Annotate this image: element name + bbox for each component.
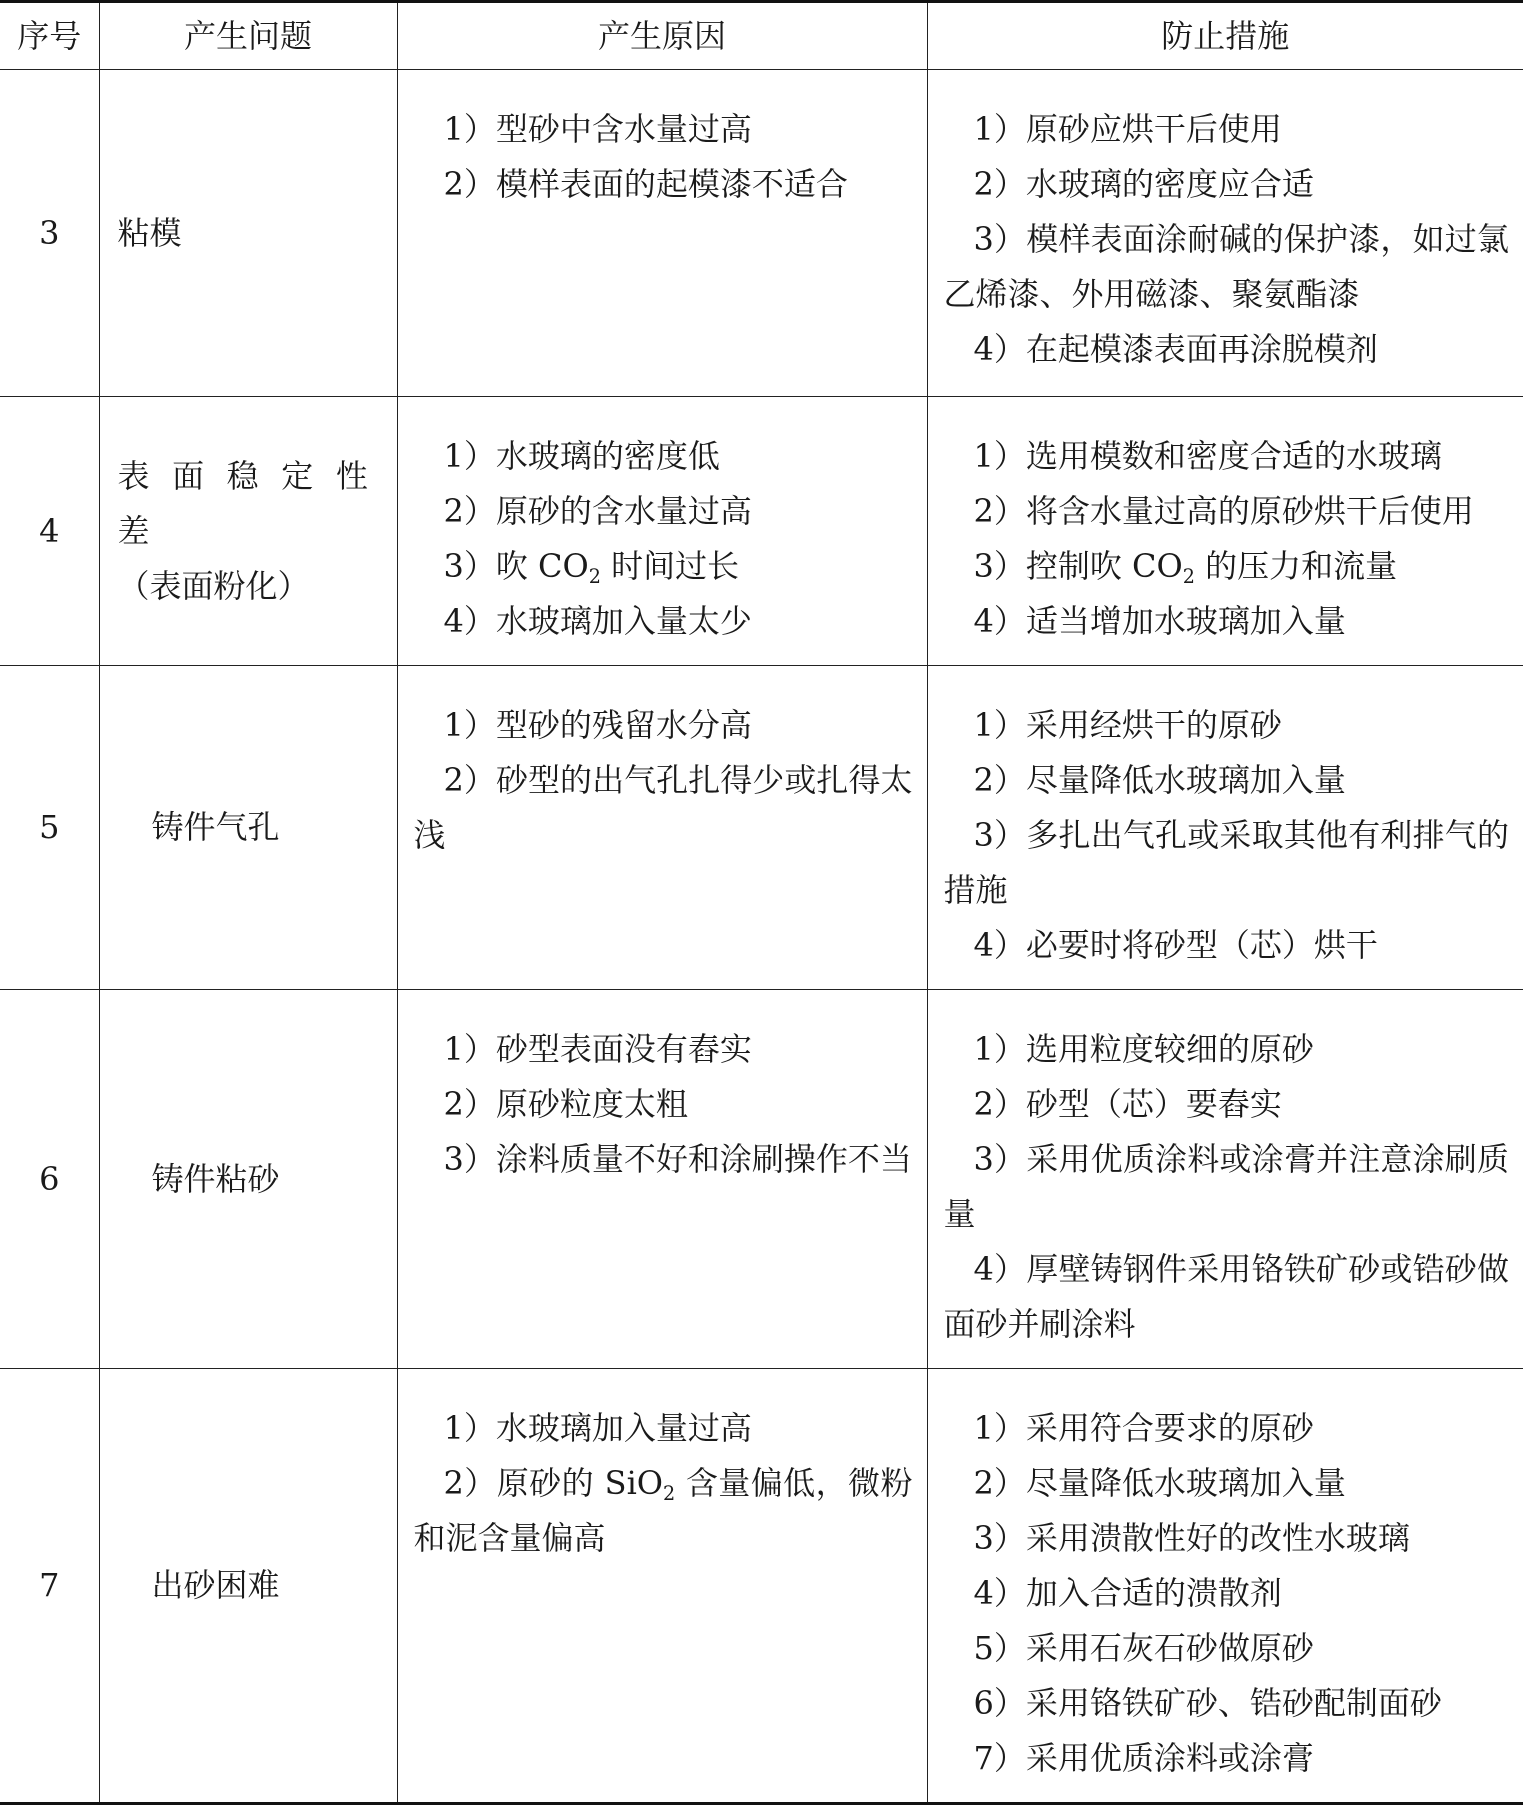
row-problem-line1: 表面稳定性差 xyxy=(117,456,385,550)
cause-item: 2）原砂粒度太粗 xyxy=(443,1085,688,1123)
table-row xyxy=(0,666,1523,990)
prevention-item: 5）采用石灰石砂做原砂 xyxy=(973,1629,1314,1667)
prevention-item: 4）适当增加水玻璃加入量 xyxy=(973,602,1346,640)
row-problem xyxy=(99,397,397,666)
header-index: 序号 xyxy=(0,2,99,70)
prevention-item: 3）模样表面涂耐碱的保护漆，如过氯乙烯漆、外用磁漆、聚氨酯漆 xyxy=(943,220,1509,313)
row-problem-line2: （表面粉化） xyxy=(117,566,310,605)
prevention-item: 2）将含水量过高的原砂烘干后使用 xyxy=(973,492,1474,530)
cause-item: 1）砂型表面没有舂实 xyxy=(443,1030,752,1068)
cause-item: 1）水玻璃的密度低 xyxy=(443,437,720,475)
row-problem: 出砂困难 xyxy=(99,1369,397,1804)
prevention-item: 1）选用粒度较细的原砂 xyxy=(973,1030,1314,1068)
cause-item: 2）模样表面的起模漆不适合 xyxy=(443,165,848,203)
row-problem: 铸件粘砂 xyxy=(99,990,397,1369)
row-preventions xyxy=(927,70,1523,397)
cause-item: 4）水玻璃加入量太少 xyxy=(443,602,752,640)
prevention-item: 1）原砂应烘干后使用 xyxy=(973,110,1282,148)
prevention-item: 3）采用优质涂料或涂膏并注意涂刷质量 xyxy=(943,1140,1509,1233)
prevention-item: 3）采用溃散性好的改性水玻璃 xyxy=(973,1519,1410,1557)
row-causes xyxy=(397,1369,927,1804)
prevention-item: 7）采用优质涂料或涂膏 xyxy=(973,1739,1314,1777)
cause-item: 2）砂型的出气孔扎得少或扎得太浅 xyxy=(413,761,913,854)
row-causes xyxy=(397,666,927,990)
row-problem: 粘模 xyxy=(99,70,397,397)
cause-item: 1）水玻璃加入量过高 xyxy=(443,1409,752,1447)
row-preventions xyxy=(927,397,1523,666)
prevention-item: 1）选用模数和密度合适的水玻璃 xyxy=(973,437,1442,475)
prevention-item: 2）尽量降低水玻璃加入量 xyxy=(973,1464,1346,1502)
header-problem: 产生问题 xyxy=(99,2,397,70)
prevention-item: 4）在起模漆表面再涂脱模剂 xyxy=(973,330,1378,368)
table-row xyxy=(0,70,1523,397)
prevention-item: 3）控制吹 $CO_2$ 的压力和流量 xyxy=(973,547,1398,588)
row-problem: 铸件气孔 xyxy=(99,666,397,990)
row-causes xyxy=(397,990,927,1369)
cause-item: 1）型砂中含水量过高 xyxy=(443,110,752,148)
prevention-item: 1）采用经烘干的原砂 xyxy=(973,706,1282,744)
cause-item: 3）涂料质量不好和涂刷操作不当 xyxy=(443,1140,912,1178)
cause-item: 2）原砂的含水量过高 xyxy=(443,492,752,530)
row-preventions xyxy=(927,666,1523,990)
prevention-item: 3）多扎出气孔或采取其他有利排气的措施 xyxy=(943,816,1509,909)
prevention-item: 4）加入合适的溃散剂 xyxy=(973,1574,1282,1612)
table-row xyxy=(0,990,1523,1369)
prevention-item: 2）砂型（芯）要舂实 xyxy=(973,1085,1282,1123)
cause-item: 2）原砂的 SiO$_2$ 含量偏低，微粉和泥含量偏高 xyxy=(413,1464,913,1557)
row-index: 7 xyxy=(0,1369,99,1804)
table-row xyxy=(0,1369,1523,1804)
header-prevention: 防止措施 xyxy=(927,2,1523,70)
row-preventions xyxy=(927,990,1523,1369)
header-cause: 产生原因 xyxy=(397,2,927,70)
cause-item: 3）吹 $CO_2$ 时间过长 xyxy=(443,547,740,588)
prevention-item: 4）必要时将砂型（芯）烘干 xyxy=(973,926,1378,964)
row-causes xyxy=(397,397,927,666)
prevention-item: 2）水玻璃的密度应合适 xyxy=(973,165,1314,203)
table-row xyxy=(0,397,1523,666)
prevention-item: 4）厚壁铸钢件采用铬铁矿砂或锆砂做面砂并刷涂料 xyxy=(943,1250,1509,1343)
prevention-item: 2）尽量降低水玻璃加入量 xyxy=(973,761,1346,799)
cause-item: 1）型砂的残留水分高 xyxy=(443,706,752,744)
header-row xyxy=(0,2,1523,70)
row-index: 4 xyxy=(0,397,99,666)
row-index: 5 xyxy=(0,666,99,990)
prevention-item: 6）采用铬铁矿砂、锆砂配制面砂 xyxy=(973,1684,1442,1722)
row-causes xyxy=(397,70,927,397)
prevention-item: 1）采用符合要求的原砂 xyxy=(973,1409,1314,1447)
row-index: 3 xyxy=(0,70,99,397)
row-preventions xyxy=(927,1369,1523,1804)
row-index: 6 xyxy=(0,990,99,1369)
